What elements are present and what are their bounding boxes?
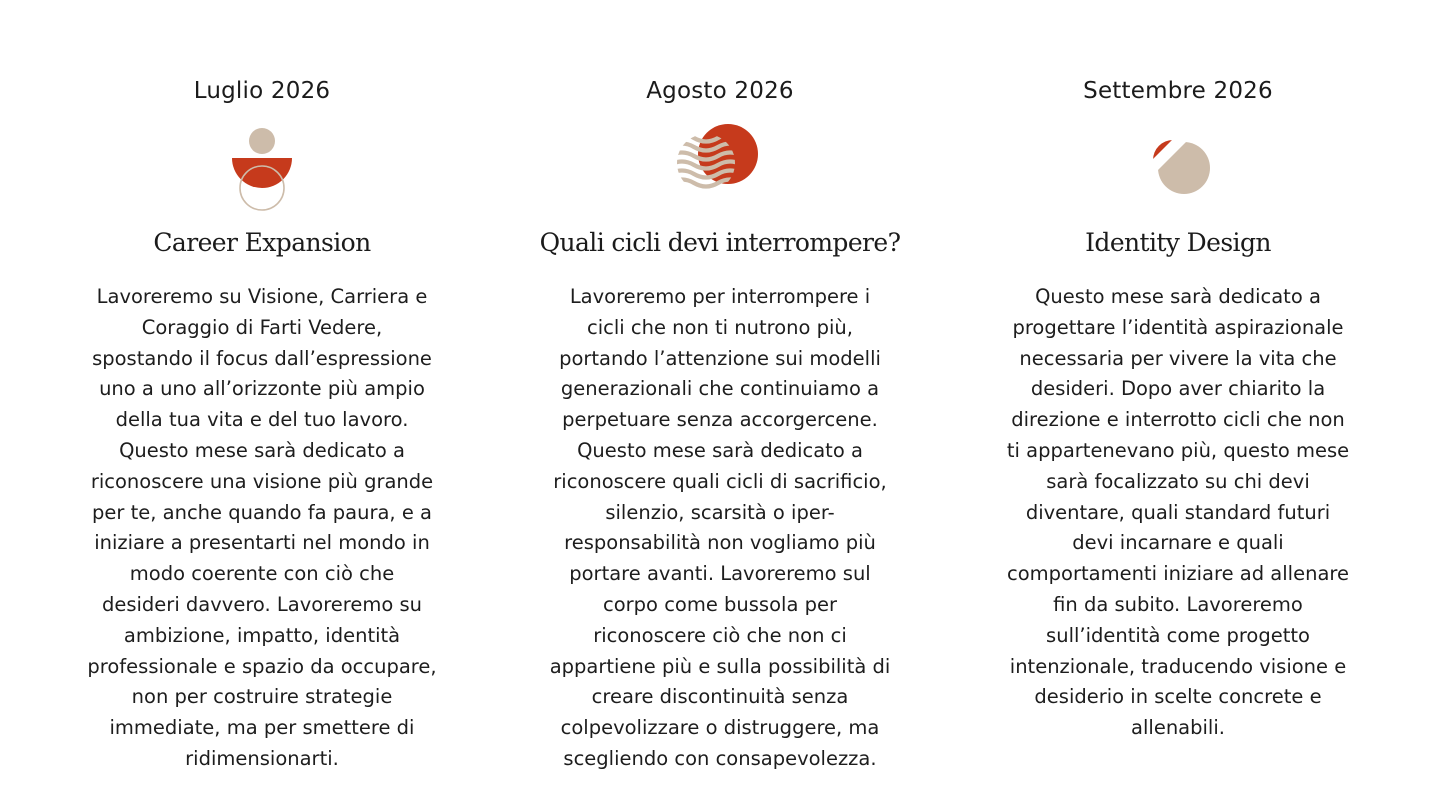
description-line: allenabili. bbox=[1131, 716, 1225, 740]
description-line: corpo come bussola per bbox=[603, 592, 837, 616]
description-line: fin da subito. Lavoreremo bbox=[1053, 592, 1303, 616]
section-title: Identity Design bbox=[1085, 228, 1271, 257]
description-line: desideri davvero. Lavoreremo su bbox=[101, 592, 423, 616]
description-line: Coraggio di Farti Vedere, bbox=[141, 315, 383, 339]
section-title: Quali cicli devi interrompere? bbox=[539, 228, 901, 257]
month-column-september bbox=[978, 0, 1378, 810]
description-line: cicli che non ti nutrono più, bbox=[586, 315, 853, 339]
description-line: comportamenti iniziare ad allenare bbox=[1007, 562, 1349, 586]
description-line: colpevolizzare o distruggere, ma bbox=[560, 716, 880, 740]
description-line: riconoscere quali cicli di sacrificio, bbox=[553, 469, 887, 493]
description-line: portando l’attenzione sui modelli bbox=[559, 346, 881, 370]
description-line: direzione e interrotto cicli che non bbox=[1011, 408, 1345, 432]
description-line: per te, anche quando fa paura, e a bbox=[92, 500, 432, 524]
description-line: riconoscere ciò che non ci bbox=[593, 623, 847, 647]
description-line: Questo mese sarà dedicato a bbox=[577, 438, 863, 462]
circle-halfmoon-ring-emblem-icon bbox=[212, 120, 312, 215]
description-line: della tua vita e del tuo lavoro. bbox=[115, 408, 409, 432]
description-line: responsabilità non vogliamo più bbox=[564, 531, 876, 555]
section-description bbox=[62, 282, 462, 775]
description-line: sarà focalizzato su chi devi bbox=[1046, 469, 1310, 493]
split-circle-emblem-icon bbox=[1128, 120, 1228, 215]
description-line: riconoscere una visione più grande bbox=[90, 469, 434, 493]
description-line: progettare l’identità aspirazionale bbox=[1012, 315, 1344, 339]
description-line: ridimensionarti. bbox=[185, 746, 339, 770]
description-line: perpetuare senza accorgercene. bbox=[562, 408, 878, 432]
description-line: ti appartenevano più, questo mese bbox=[1006, 438, 1350, 462]
description-line: spostando il focus dall’espressione bbox=[92, 346, 432, 370]
section-description bbox=[978, 282, 1378, 744]
description-line: modo coerente con ciò che bbox=[129, 562, 395, 586]
description-line: desideri. Dopo aver chiarito la bbox=[1030, 377, 1326, 401]
month-heading: Agosto 2026 bbox=[646, 78, 794, 104]
description-line: necessaria per vivere la vita che bbox=[1019, 346, 1337, 370]
description-line: immediate, ma per smettere di bbox=[109, 716, 415, 740]
description-line: iniziare a presentarti nel mondo in bbox=[94, 531, 430, 555]
sun-waves-emblem-icon bbox=[670, 120, 770, 215]
description-line: desiderio in scelte concrete e bbox=[1034, 685, 1322, 709]
section-description bbox=[520, 282, 920, 775]
description-line: Lavoreremo su Visione, Carriera e bbox=[96, 285, 428, 308]
month-heading: Luglio 2026 bbox=[193, 78, 331, 104]
description-line: silenzio, scarsità o iper- bbox=[605, 500, 835, 524]
description-line: intenzionale, traducendo visione e bbox=[1009, 654, 1347, 678]
month-column-august bbox=[520, 0, 920, 810]
description-line: Questo mese sarà dedicato a bbox=[119, 438, 405, 462]
description-line: portare avanti. Lavoreremo sul bbox=[569, 562, 871, 586]
description-line: devi incarnare e quali bbox=[1072, 531, 1284, 555]
description-line: Lavoreremo per interrompere i bbox=[569, 285, 871, 308]
description-line: ambizione, impatto, identità bbox=[123, 623, 401, 647]
description-line: scegliendo con consapevolezza. bbox=[563, 746, 877, 770]
description-line: non per costruire strategie bbox=[131, 685, 393, 709]
description-line: appartiene più e sulla possibilità di bbox=[549, 654, 891, 678]
month-column-july bbox=[62, 0, 462, 810]
description-line: diventare, quali standard futuri bbox=[1025, 500, 1331, 524]
section-title: Career Expansion bbox=[153, 228, 371, 257]
description-line: uno a uno all’orizzonte più ampio bbox=[99, 377, 425, 401]
description-line: creare discontinuità senza bbox=[591, 685, 849, 709]
month-heading: Settembre 2026 bbox=[1083, 78, 1273, 104]
description-line: Questo mese sarà dedicato a bbox=[1035, 285, 1321, 308]
description-line: sull’identità come progetto bbox=[1046, 623, 1310, 647]
description-line: generazionali che continuiamo a bbox=[560, 377, 880, 401]
description-line: professionale e spazio da occupare, bbox=[87, 654, 437, 678]
